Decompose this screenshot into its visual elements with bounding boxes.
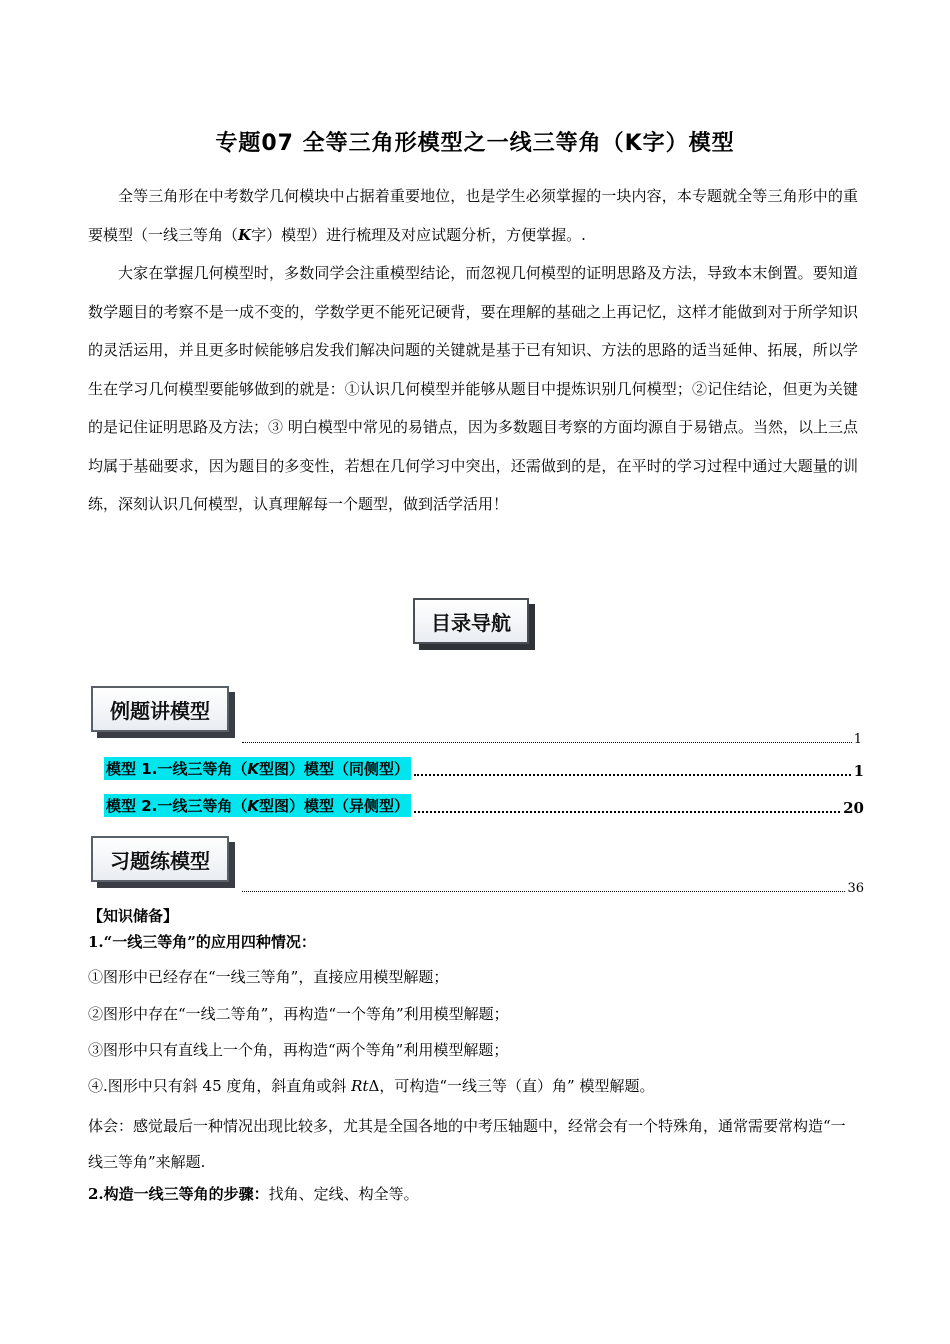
dot-leader — [242, 742, 852, 743]
toc-section2-leader[interactable] — [240, 881, 864, 896]
toc-item-label: 模型 1.一线三等角（K型图）模型（同侧型） — [104, 757, 411, 780]
toc-item-label: 模型 2.一线三等角（K型图）模型（异侧型） — [104, 794, 411, 817]
toc-section2-page: 36 — [847, 881, 864, 896]
intro-text-a: 全等三角形在中考数学几何模块中占据着重要地位，也是学生必须掌握的一块内容，本专题就全等三角形中的重要模型（一线三等角（ — [88, 187, 858, 244]
intro-paragraph-2: 大家在掌握几何模型时，多数同学会注重模型结论，而忽视几何模型的证明思路及方法，导致本末倒置。要知道数学题目的考察不是一成不变的，学数学更不能死记硬背，要在理解的基础之上再记忆，这样才能做到对于所学知识的灵活运用，并且更多时候能够启发我们解决问题的关键就是基于已有知识、方法的思路的适当延伸、拓展，所以学生在学习几何模型要能够做到的就是：①认识几何模型并能够从题目中提炼识别几何模型；②记住结论，但更为关键的是记住证明思路及方法；③ 明白模型中常见的易错点，因为多数题目考察的方面均源自于易错点。当然，以上三点均属于基础要求，因为题目的多变性，若想在几何学习中突出，还需做到的是，在平时的学习过程中通过大题量的训练，深刻认识几何模型，认真理解每一个题型，做到活学活用！ — [88, 264, 858, 513]
intro-paragraph-1 — [88, 177, 858, 254]
toc-heading: 目录导航 — [413, 598, 529, 644]
page-title: 专题07 全等三角形模型之一线三等角（K字）模型 — [215, 131, 735, 156]
toc-item-model-1[interactable] — [104, 757, 864, 780]
dot-leader — [242, 891, 845, 892]
knowledge-q2: 2.构造一线三等角的步骤：找角、定线、构全等。 — [88, 1185, 419, 1203]
intro-k-letter: K — [238, 225, 252, 244]
knowledge-case-2: ②图形中存在“一线二等角”，再构造“一个等角”利用模型解题； — [88, 1005, 509, 1023]
toc-section1-page: 1 — [853, 732, 862, 747]
knowledge-case-3: ③图形中只有直线上一个角，再构造“两个等角”利用模型解题； — [88, 1041, 509, 1059]
section-examples-heading[interactable]: 例题讲模型 — [91, 686, 229, 732]
knowledge-case-1: ①图形中已经存在“一线三等角”，直接应用模型解题； — [88, 968, 449, 986]
toc-item-model-2[interactable] — [104, 794, 864, 817]
intro-text-b: 字）模型）进行梳理及对应试题分析，方便掌握。. — [251, 225, 586, 244]
toc-item-page: 1 — [853, 762, 864, 780]
dot-leader — [414, 774, 851, 776]
knowledge-note: 体会：感觉最后一种情况出现比较多，尤其是全国各地的中考压轴题中，经常会有一个特殊角，通常需要常构造“一线三等角”来解题. — [88, 1117, 846, 1171]
toc-item-page: 20 — [843, 799, 864, 817]
toc-section1-leader[interactable] — [240, 732, 862, 747]
knowledge-heading: 【知识储备】 — [88, 907, 179, 925]
section-exercises-heading[interactable]: 习题练模型 — [91, 836, 229, 882]
dot-leader — [414, 811, 840, 813]
knowledge-q1: 1.“一线三等角”的应用四种情况： — [88, 933, 316, 951]
knowledge-case-4: ④.图形中只有斜 45 度角，斜直角或斜 RtΔ，可构造“一线三等（直）角” 模型解题。 — [88, 1077, 655, 1095]
